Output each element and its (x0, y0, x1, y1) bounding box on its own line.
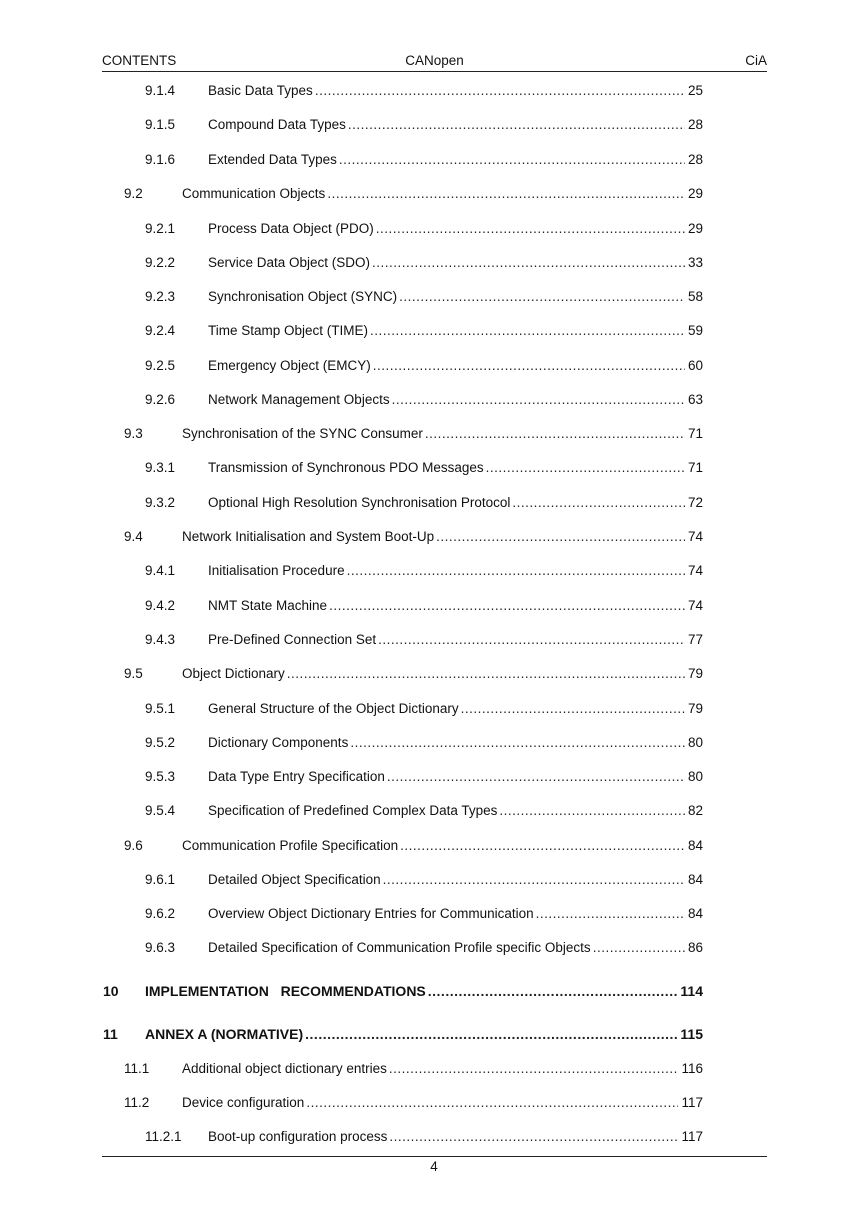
toc-entry-title: Communication Objects (182, 186, 326, 201)
toc-entry-title: Transmission of Synchronous PDO Messages (208, 460, 484, 475)
toc-entry-title: Detailed Object Specification (208, 872, 381, 887)
toc-entry-title: Emergency Object (EMCY) (208, 358, 371, 373)
toc-entry-page: 80 (687, 735, 703, 750)
toc-entry-title: Basic Data Types (208, 83, 313, 98)
toc-entry-number: 9.6.1 (145, 872, 176, 887)
toc-entry-number: 9.2.4 (145, 323, 176, 338)
toc-entry[interactable] (0, 700, 868, 718)
page-number: 4 (430, 1159, 438, 1174)
toc-dot-leader (376, 220, 685, 238)
toc-entry[interactable] (0, 597, 868, 615)
toc-entry-number: 9.5.1 (145, 701, 176, 716)
toc-entry-number: 9.5.3 (145, 769, 176, 784)
toc-entry[interactable] (0, 357, 868, 375)
toc-entry-title: Optional High Resolution Synchronisation Protocol (208, 495, 511, 510)
toc-entry-number: 9.6 (124, 838, 143, 853)
toc-entry-number: 9.2.6 (145, 392, 176, 407)
toc-entry[interactable] (0, 905, 868, 923)
toc-entry[interactable] (0, 528, 868, 546)
toc-entry-page: 80 (687, 769, 703, 784)
toc-dot-leader (436, 528, 685, 546)
toc-entry[interactable] (0, 82, 868, 100)
toc-dot-leader (348, 116, 685, 134)
toc-dot-leader (392, 391, 685, 409)
toc-entry-page: 114 (680, 983, 703, 999)
toc-entry-title: Network Initialisation and System Boot-Up (182, 529, 435, 544)
toc-entry-page: 116 (681, 1061, 703, 1076)
toc-dot-leader (486, 459, 685, 477)
toc-entry-page: 28 (687, 117, 703, 132)
toc-entry-page: 25 (687, 83, 703, 98)
toc-entry-number: 9.2.2 (145, 255, 176, 270)
toc-entry-number: 9.4.2 (145, 598, 176, 613)
toc-entry[interactable] (0, 1060, 868, 1078)
toc-entry-page: 29 (687, 221, 703, 236)
running-header (102, 53, 767, 71)
toc-entry-number: 10 (103, 983, 119, 999)
toc-entry-title: Object Dictionary (182, 666, 285, 681)
toc-entry-number: 9.2 (124, 186, 143, 201)
toc-dot-leader (389, 1060, 679, 1078)
toc-entry[interactable] (0, 837, 868, 855)
toc-entry[interactable] (0, 802, 868, 820)
toc-entry[interactable] (0, 1094, 868, 1112)
toc-entry-page: 117 (681, 1129, 703, 1144)
toc-entry-title: Communication Profile Specification (182, 838, 399, 853)
toc-entry-title: Service Data Object (SDO) (208, 255, 371, 270)
toc-dot-leader (329, 597, 685, 615)
toc-entry-page: 74 (687, 563, 703, 578)
toc-dot-leader (350, 734, 685, 752)
toc-entry-number: 9.5 (124, 666, 143, 681)
toc-dot-leader (327, 185, 685, 203)
toc-entry-number: 11.2.1 (145, 1129, 182, 1144)
toc-entry[interactable] (0, 939, 868, 957)
toc-entry[interactable] (0, 459, 868, 477)
toc-entry[interactable] (0, 391, 868, 409)
toc-entry-title: ANNEX A (NORMATIVE) (145, 1026, 304, 1042)
toc-entry-number: 9.4.3 (145, 632, 176, 647)
toc-dot-leader (372, 254, 685, 272)
toc-entry[interactable] (0, 425, 868, 443)
toc-entry-page: 60 (687, 358, 703, 373)
toc-entry-number: 11.1 (124, 1061, 150, 1076)
toc-entry-page: 84 (687, 872, 703, 887)
toc-entry-page: 71 (687, 426, 703, 441)
toc-entry[interactable] (0, 116, 868, 134)
toc-dot-leader (378, 631, 685, 649)
toc-entry[interactable] (0, 1128, 868, 1146)
toc-entry-page: 77 (687, 632, 703, 647)
toc-entry[interactable] (0, 665, 868, 683)
toc-entry-number: 9.1.5 (145, 117, 176, 132)
toc-entry-page: 28 (687, 152, 703, 167)
toc-dot-leader (315, 82, 685, 100)
toc-dot-leader (287, 665, 685, 683)
header-publisher: CiA (745, 53, 767, 68)
header-section-label: CONTENTS (102, 53, 177, 68)
toc-entry[interactable] (0, 494, 868, 512)
toc-entry-number: 9.5.4 (145, 803, 176, 818)
toc-entry-number: 9.2.1 (145, 221, 176, 236)
toc-entry[interactable] (0, 562, 868, 580)
toc-entry-number: 9.4 (124, 529, 143, 544)
toc-entry-title: Time Stamp Object (TIME) (208, 323, 369, 338)
toc-dot-leader (306, 1094, 678, 1112)
toc-dot-leader (370, 322, 685, 340)
toc-entry-title: Network Management Objects (208, 392, 390, 407)
header-rule (102, 71, 767, 72)
toc-entry-page: 86 (687, 940, 703, 955)
toc-entry-title: Extended Data Types (208, 152, 337, 167)
toc-entry-page: 74 (687, 529, 703, 544)
toc-dot-leader (400, 837, 685, 855)
toc-entry-title: Synchronisation Object (SYNC) (208, 289, 398, 304)
toc-entry-number: 9.1.4 (145, 83, 176, 98)
toc-entry-title: General Structure of the Object Dictionary (208, 701, 459, 716)
toc-entry-number: 9.4.1 (145, 563, 176, 578)
header-document-title: CANopen (405, 53, 464, 68)
toc-dot-leader (387, 768, 685, 786)
toc-entry-page: 84 (687, 906, 703, 921)
toc-entry[interactable] (0, 254, 868, 272)
toc-entry-page: 71 (687, 460, 703, 475)
toc-dot-leader (373, 357, 685, 375)
toc-entry[interactable] (0, 871, 868, 889)
toc-entry[interactable] (0, 734, 868, 752)
toc-entry-title: Boot-up configuration process (208, 1129, 388, 1144)
toc-entry[interactable] (0, 768, 868, 786)
toc-dot-leader (305, 1025, 677, 1043)
toc-dot-leader (593, 939, 685, 957)
toc-entry-number: 9.2.5 (145, 358, 176, 373)
toc-entry-number: 11 (103, 1026, 118, 1042)
toc-entry[interactable] (0, 151, 868, 169)
toc-entry-page: 63 (687, 392, 703, 407)
toc-entry-page: 72 (687, 495, 703, 510)
toc-entry[interactable] (0, 322, 868, 340)
toc-entry[interactable] (0, 1025, 868, 1043)
toc-entry-number: 11.2 (124, 1095, 150, 1110)
toc-entry-number: 9.5.2 (145, 735, 176, 750)
toc-entry-title: IMPLEMENTATION RECOMMENDATIONS (145, 983, 426, 999)
toc-entry-page: 115 (680, 1026, 703, 1042)
toc-dot-leader (347, 562, 685, 580)
toc-dot-leader (499, 802, 685, 820)
toc-entry-number: 9.6.3 (145, 940, 176, 955)
toc-entry-page: 82 (687, 803, 703, 818)
toc-entry-number: 9.3.1 (145, 460, 176, 475)
toc-entry-title: Specification of Predefined Complex Data Types (208, 803, 498, 818)
toc-entry[interactable] (0, 982, 868, 1000)
toc-dot-leader (536, 905, 685, 923)
toc-entry-number: 9.6.2 (145, 906, 176, 921)
toc-entry-page: 117 (681, 1095, 703, 1110)
toc-entry-title: Process Data Object (PDO) (208, 221, 374, 236)
toc-entry-page: 33 (687, 255, 703, 270)
toc-entry-title: Overview Object Dictionary Entries for Communication (208, 906, 534, 921)
toc-entry-title: Data Type Entry Specification (208, 769, 385, 784)
toc-entry[interactable] (0, 185, 868, 203)
toc-entry-page: 74 (687, 598, 703, 613)
toc-dot-leader (389, 1128, 678, 1146)
toc-entry-title: Detailed Specification of Communication Profile specific Objects (208, 940, 591, 955)
toc-dot-leader (428, 982, 678, 1000)
toc-entry-title: Additional object dictionary entries (182, 1061, 387, 1076)
toc-entry-number: 9.2.3 (145, 289, 176, 304)
toc-dot-leader (425, 425, 685, 443)
footer-rule (102, 1156, 767, 1157)
toc-entry[interactable] (0, 288, 868, 306)
toc-entry-title: Pre-Defined Connection Set (208, 632, 377, 647)
toc-entry-number: 9.3.2 (145, 495, 176, 510)
toc-entry-title: Device configuration (182, 1095, 305, 1110)
toc-entry-page: 84 (687, 838, 703, 853)
toc-entry-page: 58 (687, 289, 703, 304)
toc-entry-page: 29 (687, 186, 703, 201)
toc-entry-page: 79 (687, 701, 703, 716)
toc-entry[interactable] (0, 631, 868, 649)
toc-dot-leader (339, 151, 685, 169)
toc-entry[interactable] (0, 220, 868, 238)
toc-entry-title: Dictionary Components (208, 735, 349, 750)
toc-entry-page: 59 (687, 323, 703, 338)
toc-entry-number: 9.1.6 (145, 152, 176, 167)
toc-entry-title: NMT State Machine (208, 598, 328, 613)
toc-entry-title: Compound Data Types (208, 117, 346, 132)
toc-entry-page: 79 (687, 666, 703, 681)
toc-entry-number: 9.3 (124, 426, 143, 441)
toc-dot-leader (399, 288, 685, 306)
toc-dot-leader (383, 871, 685, 889)
toc-entry-title: Initialisation Procedure (208, 563, 345, 578)
toc-dot-leader (461, 700, 685, 718)
toc-dot-leader (512, 494, 685, 512)
toc-entry-title: Synchronisation of the SYNC Consumer (182, 426, 423, 441)
